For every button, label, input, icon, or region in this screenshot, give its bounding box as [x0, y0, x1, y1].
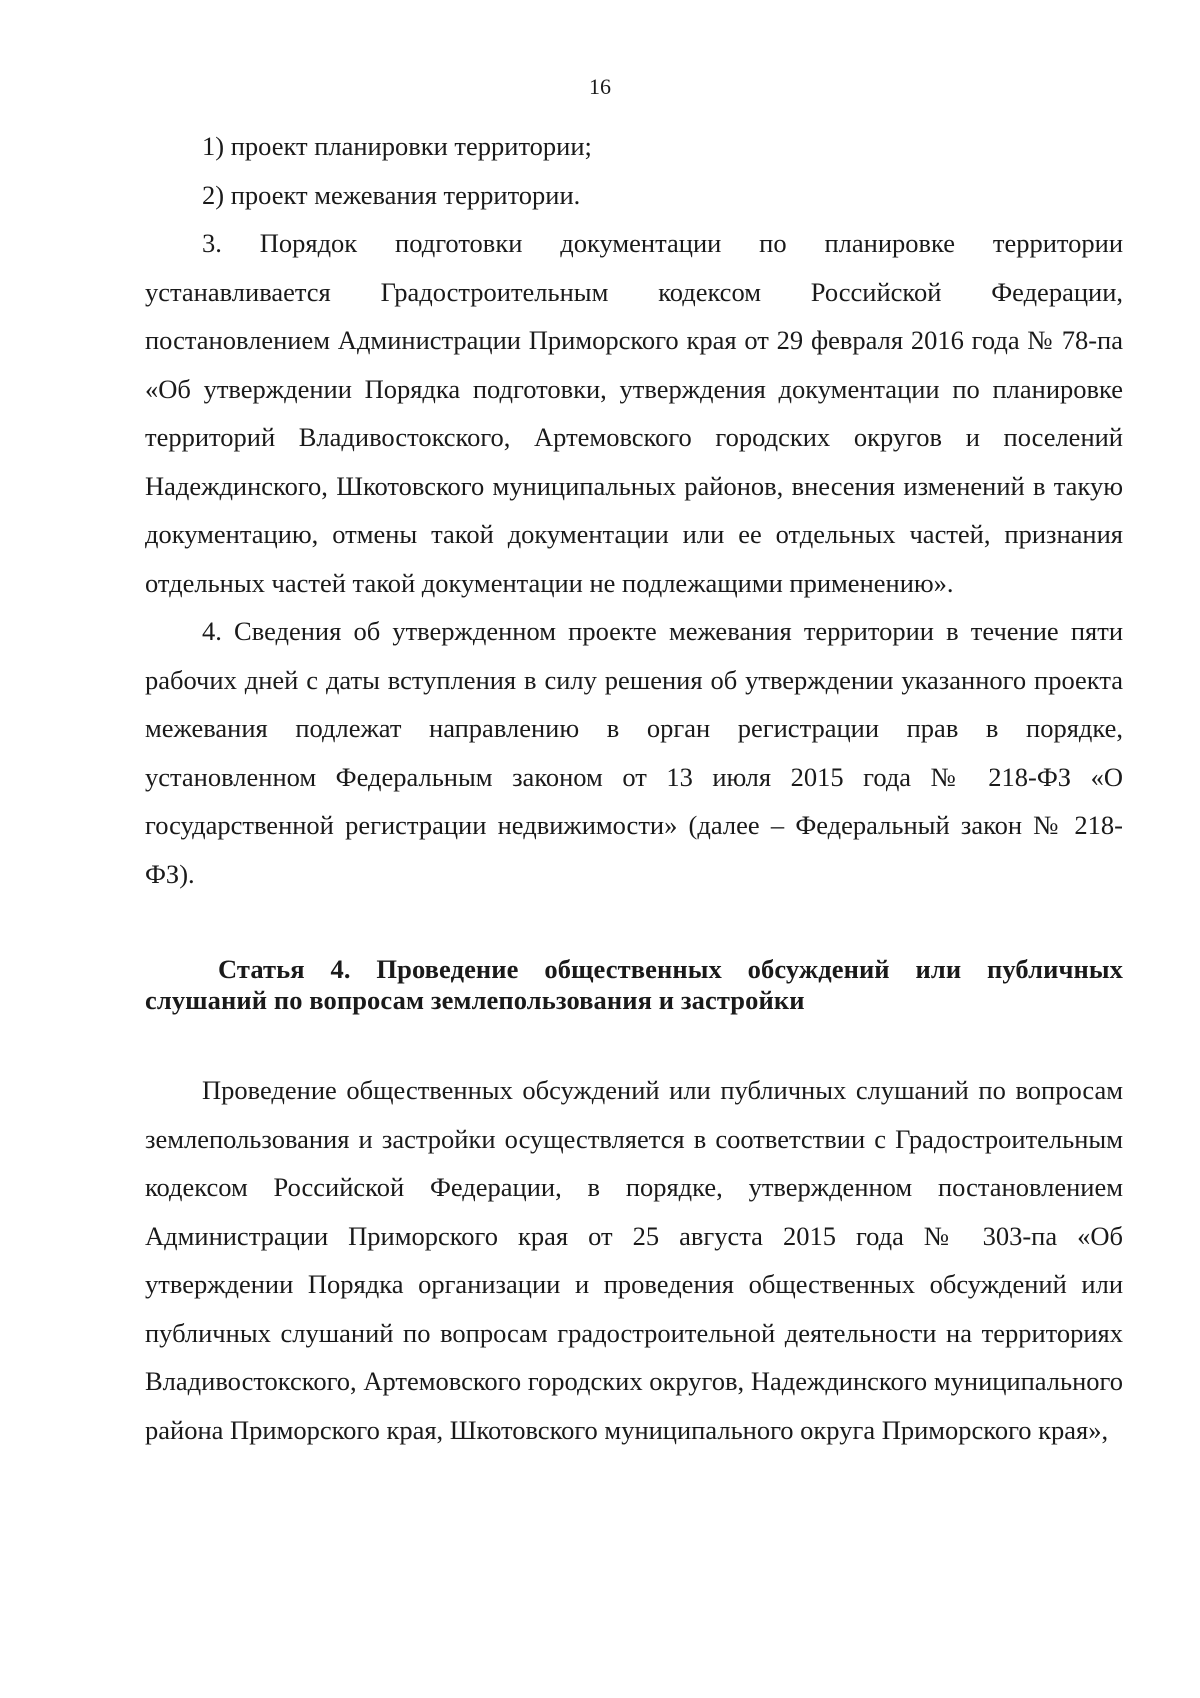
paragraph-4-information: 4. Сведения об утвержденном проекте межевания территории в течение пяти рабочих дней с даты вступления в силу решения об утверждении указанного проекта межевания подлежат направлению в орган регистрации прав в порядке, установленном Федеральным законом от 13 июля 2015 года № 218-ФЗ «О государственной регистрации недвижимости» (далее – Федеральный закон № 218-ФЗ).: [145, 616, 1123, 889]
spacer: [145, 1016, 1123, 1066]
list-item-planning-project: 1) проект планировки территории;: [202, 131, 592, 161]
list-item-surveying-project: 2) проект межевания территории.: [202, 179, 581, 210]
page-number: 16: [589, 74, 611, 99]
paragraph-public-hearings: Проведение общественных обсуждений или публичных слушаний по вопросам землепользования и застройки осуществляется в соответствии с Градостроительным кодексом Российской Федерации, в порядке, утвержденном постановлением Администрации Приморского края от 25 августа 2015 года № 303-па «Об утверждении Порядка организации и проведения общественных обсуждений или публичных слушаний по вопросам градостроительной деятельности на территориях Владивостокского, Артемовского городских округов, Надеждинского муниципального района Приморского края, Шкотовского муниципального округа Приморского края»,: [145, 1075, 1123, 1445]
paragraph-3-procedure: 3. Порядок подготовки документации по планировке территории устанавливается Градостроительным кодексом Российской Федерации, постановлением Администрации Приморского края от 29 февраля 2016 года № 78-па «Об утверждении Порядка подготовки, утверждения документации по планировке территорий Владивостокского, Артемовского городских округов и поселений Надеждинского, Шкотовского муниципальных районов, внесения изменений в такую документацию, отмены такой документации или ее отдельных частей, признания отдельных частей такой документации не подлежащими применению».: [145, 228, 1123, 598]
document-body: [145, 122, 1123, 1454]
spacer: [145, 898, 1123, 954]
article-heading: Статья 4. Проведение общественных обсуждений или публичных слушаний по вопросам землепользования и застройки: [145, 954, 1123, 1015]
